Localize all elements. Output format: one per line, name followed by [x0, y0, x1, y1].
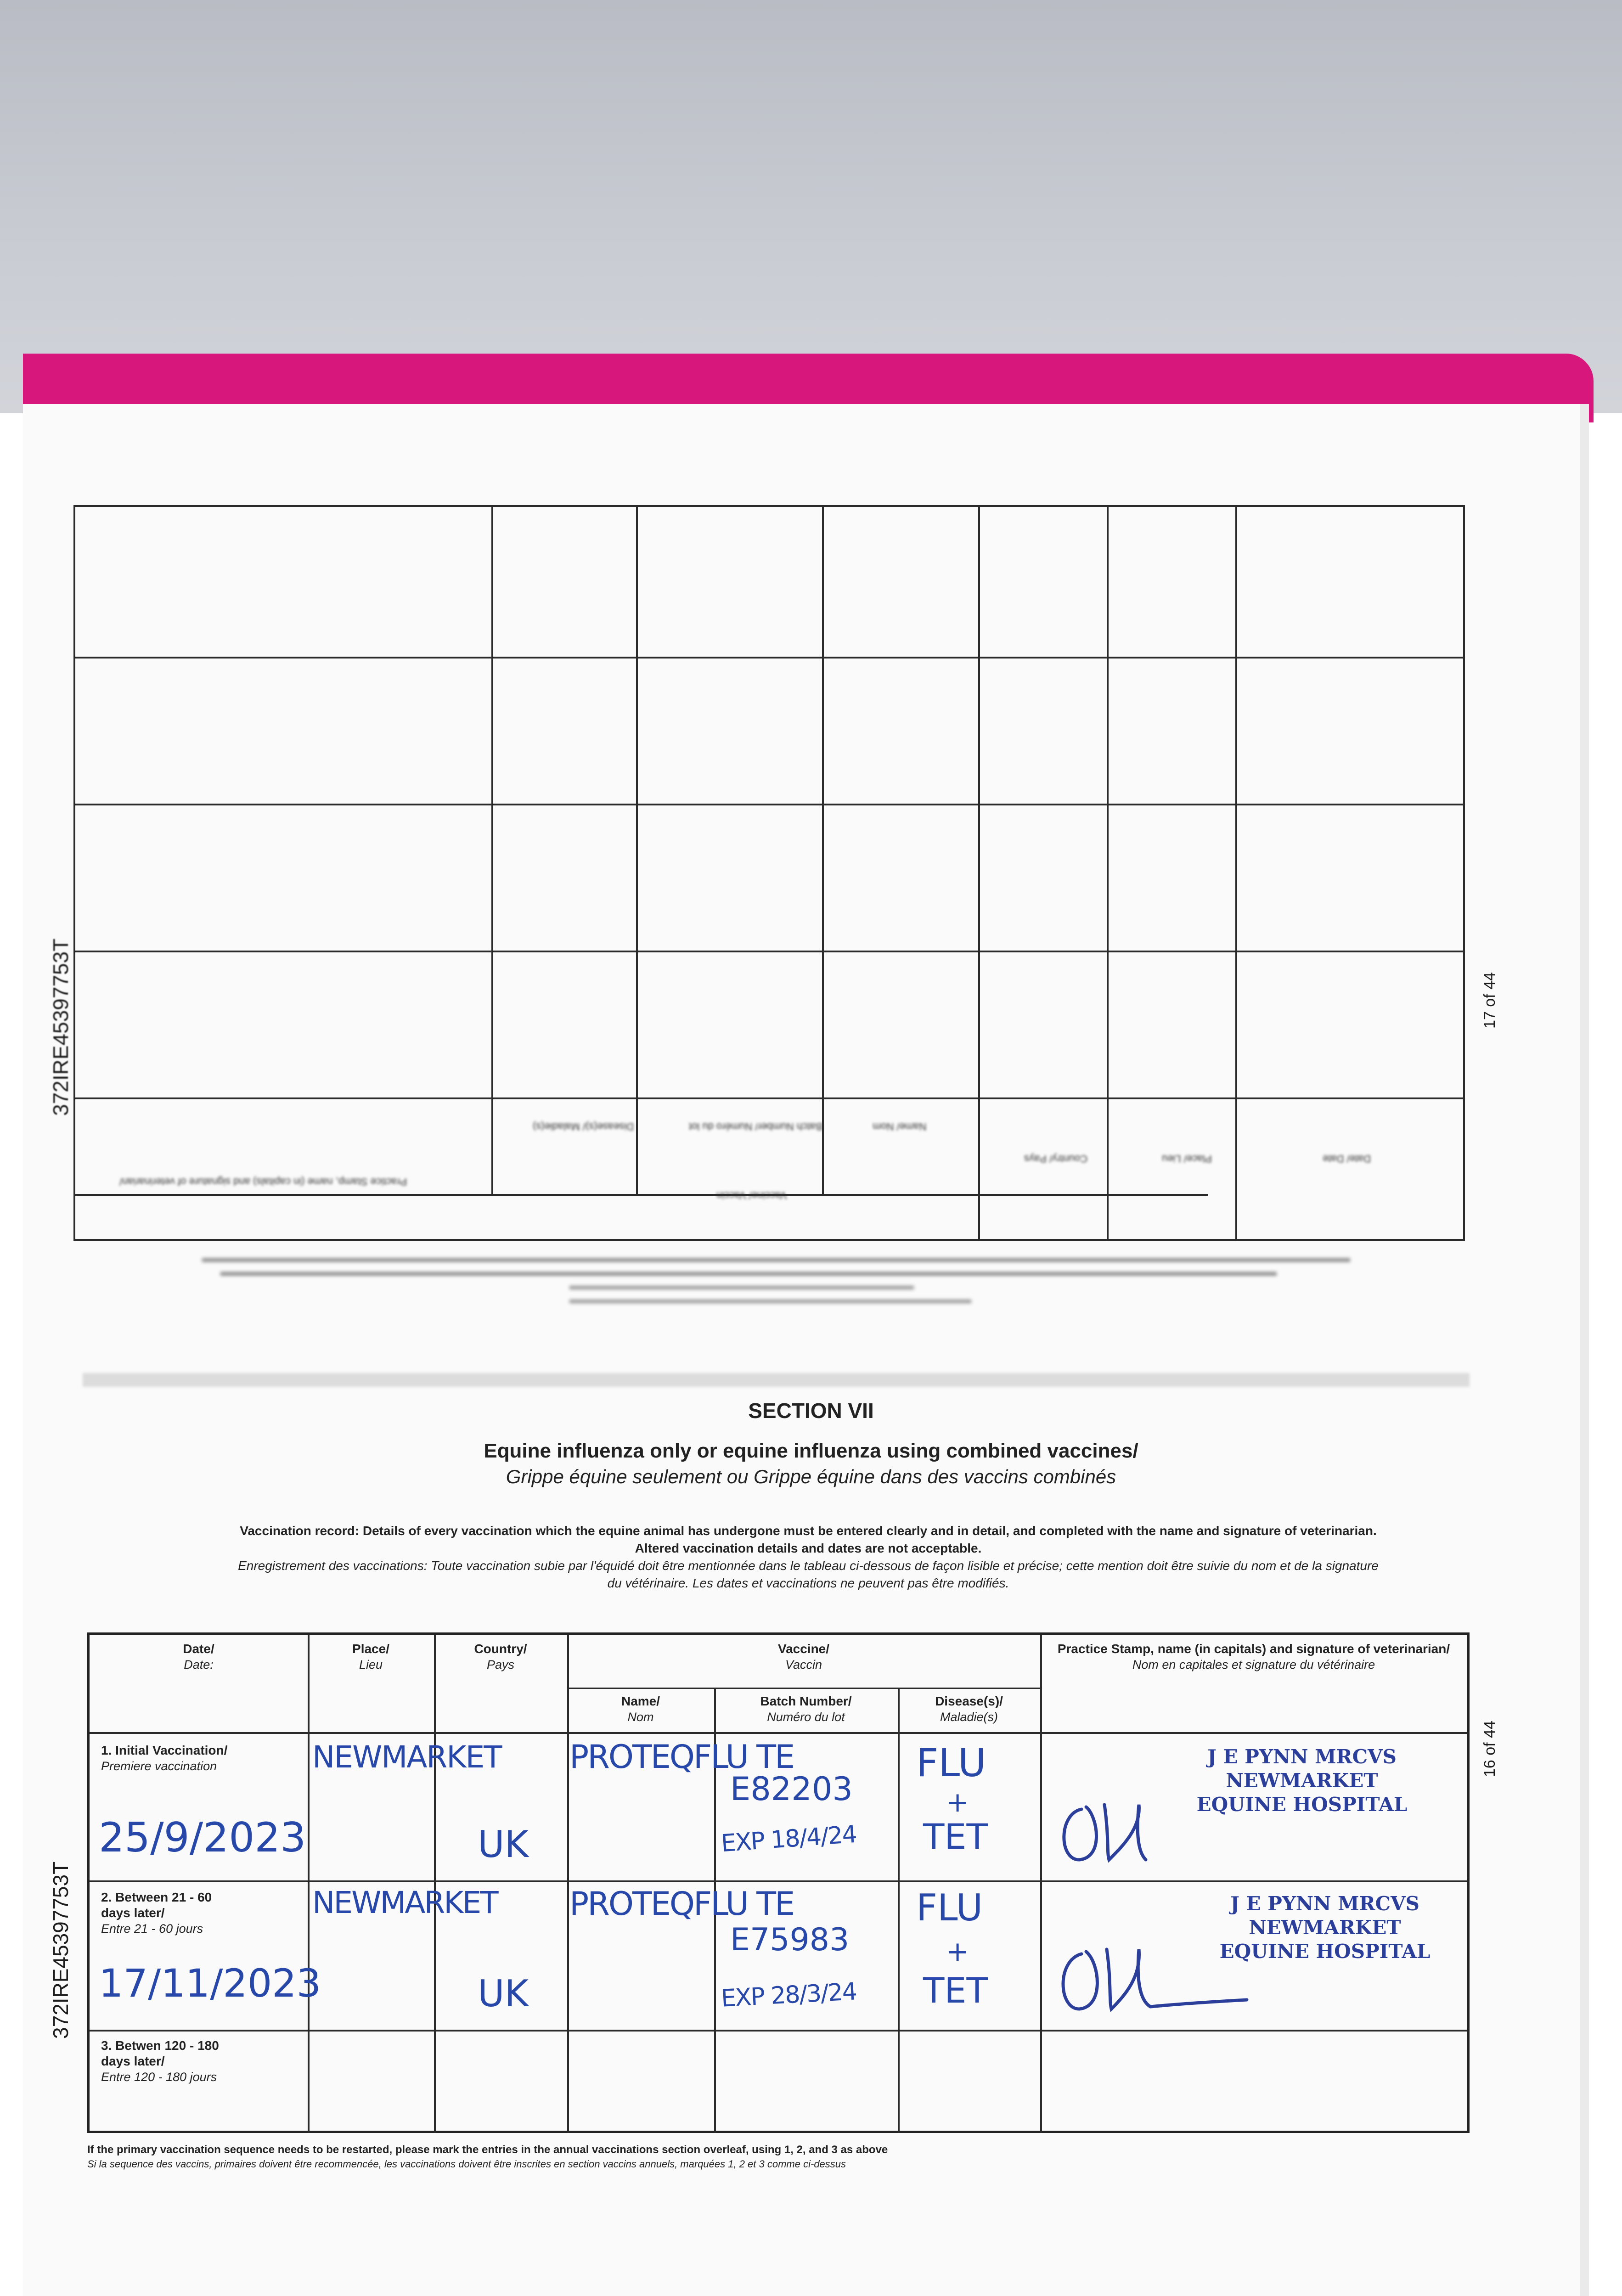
- scan-background: [0, 0, 1622, 413]
- header-batch: Batch Number/ Numéro du lot: [760, 1694, 852, 1724]
- header-place: Place/ Lieu: [352, 1642, 389, 1671]
- row-2-batch-number: E75983: [730, 1922, 850, 1958]
- row-1-country: UK: [478, 1823, 529, 1866]
- section-subtitle-en: Equine influenza only or equine influenza using combined vaccines/: [484, 1440, 1138, 1462]
- row-2-disease-plus: +: [946, 1936, 969, 1968]
- row-1-practice-stamp: J E PYNN MRCVS NEWMARKET EQUINE HOSPITAL: [1196, 1745, 1408, 1816]
- record-note-fr-1: Enregistrement des vaccinations: Toute vaccination subie par l'équidé doit être mentionnée dans le tableau ci-dessous de façon lisible et précise; cette mention doit être suivie du nom et de la signature: [238, 1559, 1379, 1573]
- header-stamp: Practice Stamp, name (in capitals) and signature of veterinarian/ Nom en capitales et signature du vétérinaire: [1057, 1642, 1450, 1671]
- row-1-disease-plus: +: [946, 1786, 969, 1818]
- row-2-date: 17/11/2023: [99, 1961, 321, 2006]
- row-2-label: 2. Between 21 - 60 days later/ Entre 21 - 60 jours: [101, 1890, 212, 1936]
- header-vaccine: Vaccine/ Vaccin: [777, 1642, 830, 1671]
- row-2-place: NEWMARKET: [312, 1885, 497, 1920]
- row-2-practice-stamp: J E PYNN MRCVS NEWMARKET EQUINE HOSPITAL: [1219, 1892, 1431, 1963]
- row-2-signature: [1054, 1922, 1265, 2027]
- footer-note-fr: Si la sequence des vaccins, primaires doivent être recommencée, les vaccinations doivent être inscrites en section vaccins annuels, marquées 1, 2 et 3 comme ci-dessus: [87, 2158, 846, 2170]
- document-id-lower: 372IRE45397753T: [49, 1861, 73, 2039]
- record-note-en-2: Altered vaccination details and dates are not acceptable.: [635, 1541, 982, 1555]
- row-3-label: 3. Betwen 120 - 180 days later/ Entre 120 - 180 jours: [101, 2038, 219, 2084]
- record-note-en-1: [92, 1524, 1525, 1538]
- upper-header-date: Date/ Date: [1323, 1153, 1371, 1165]
- page-fold-shadow: [83, 1373, 1470, 1387]
- row-1-date: 25/9/2023: [99, 1814, 306, 1861]
- record-note-label: Vaccination record:: [240, 1524, 360, 1538]
- row-1-place: NEWMARKET: [312, 1739, 501, 1775]
- upper-header-stamp: Practice Stamp, name (in capitals) and signature of veterinarian/: [119, 1176, 407, 1187]
- section-subtitle-fr: Grippe équine seulement ou Grippe équine dans des vaccins combinés: [506, 1466, 1116, 1487]
- header-disease: Disease(s)/ Maladie(s): [935, 1694, 1003, 1724]
- header-country: Country/ Pays: [474, 1642, 527, 1671]
- row-2-disease-1: FLU: [916, 1886, 983, 1929]
- upper-header-batch: Batch Number/ Numéro du lot: [689, 1121, 823, 1132]
- row-1-expiry: EXP 18/4/24: [720, 1820, 857, 1858]
- page-number-upper: 17 of 44: [1481, 972, 1498, 1029]
- vaccination-table: [87, 1632, 1470, 2133]
- upper-header-disease: Disease(s)/ Maladie(s): [533, 1121, 634, 1132]
- upper-header-name: Name/ Nom: [873, 1121, 927, 1132]
- header-name: Name/ Nom: [621, 1694, 660, 1724]
- row-1-disease-1: FLU: [916, 1740, 986, 1785]
- section-title: SECTION VII: [748, 1399, 874, 1423]
- row-2-disease-2: TET: [923, 1970, 988, 2011]
- row-2-expiry: EXP 28/3/24: [720, 1978, 857, 2013]
- header-date: Date/ Date:: [183, 1642, 214, 1671]
- row-2-country: UK: [478, 1972, 529, 2015]
- document-id-upper: 372IRE45397753T: [49, 938, 73, 1116]
- row-1-label: 1. Initial Vaccination/ Premiere vaccination: [101, 1743, 228, 1773]
- upper-header-place: Place/ Lieu: [1162, 1153, 1212, 1165]
- row-1-signature: [1054, 1773, 1173, 1878]
- page-number-lower: 16 of 44: [1481, 1721, 1498, 1777]
- page-edge: [1580, 404, 1589, 2296]
- footer-note-en: If the primary vaccination sequence needs to be restarted, please mark the entries in the annual vaccinations section overleaf, using 1, 2, and 3 as above: [87, 2144, 888, 2156]
- upper-header-country: Country/ Pays: [1024, 1153, 1088, 1165]
- row-1-batch-number: E82203: [730, 1770, 853, 1808]
- record-note-fr-2: du vétérinaire. Les dates et vaccinations ne peuvent pas être modifiés.: [607, 1576, 1009, 1590]
- row-1-disease-2: TET: [923, 1816, 988, 1857]
- upper-blurred-notes: [202, 1254, 1350, 1313]
- row-1-vaccine-name: PROTEQFLU TE: [569, 1738, 794, 1776]
- record-note-en-text: Details of every vaccination which the equine animal has undergone must be entered clearly and in detail, and completed with the name and signature of veterinarian.: [362, 1524, 1377, 1538]
- row-2-vaccine-name: PROTEQFLU TE: [569, 1885, 794, 1923]
- upper-header-vaccine: Vaccine/ Vaccin: [716, 1190, 787, 1201]
